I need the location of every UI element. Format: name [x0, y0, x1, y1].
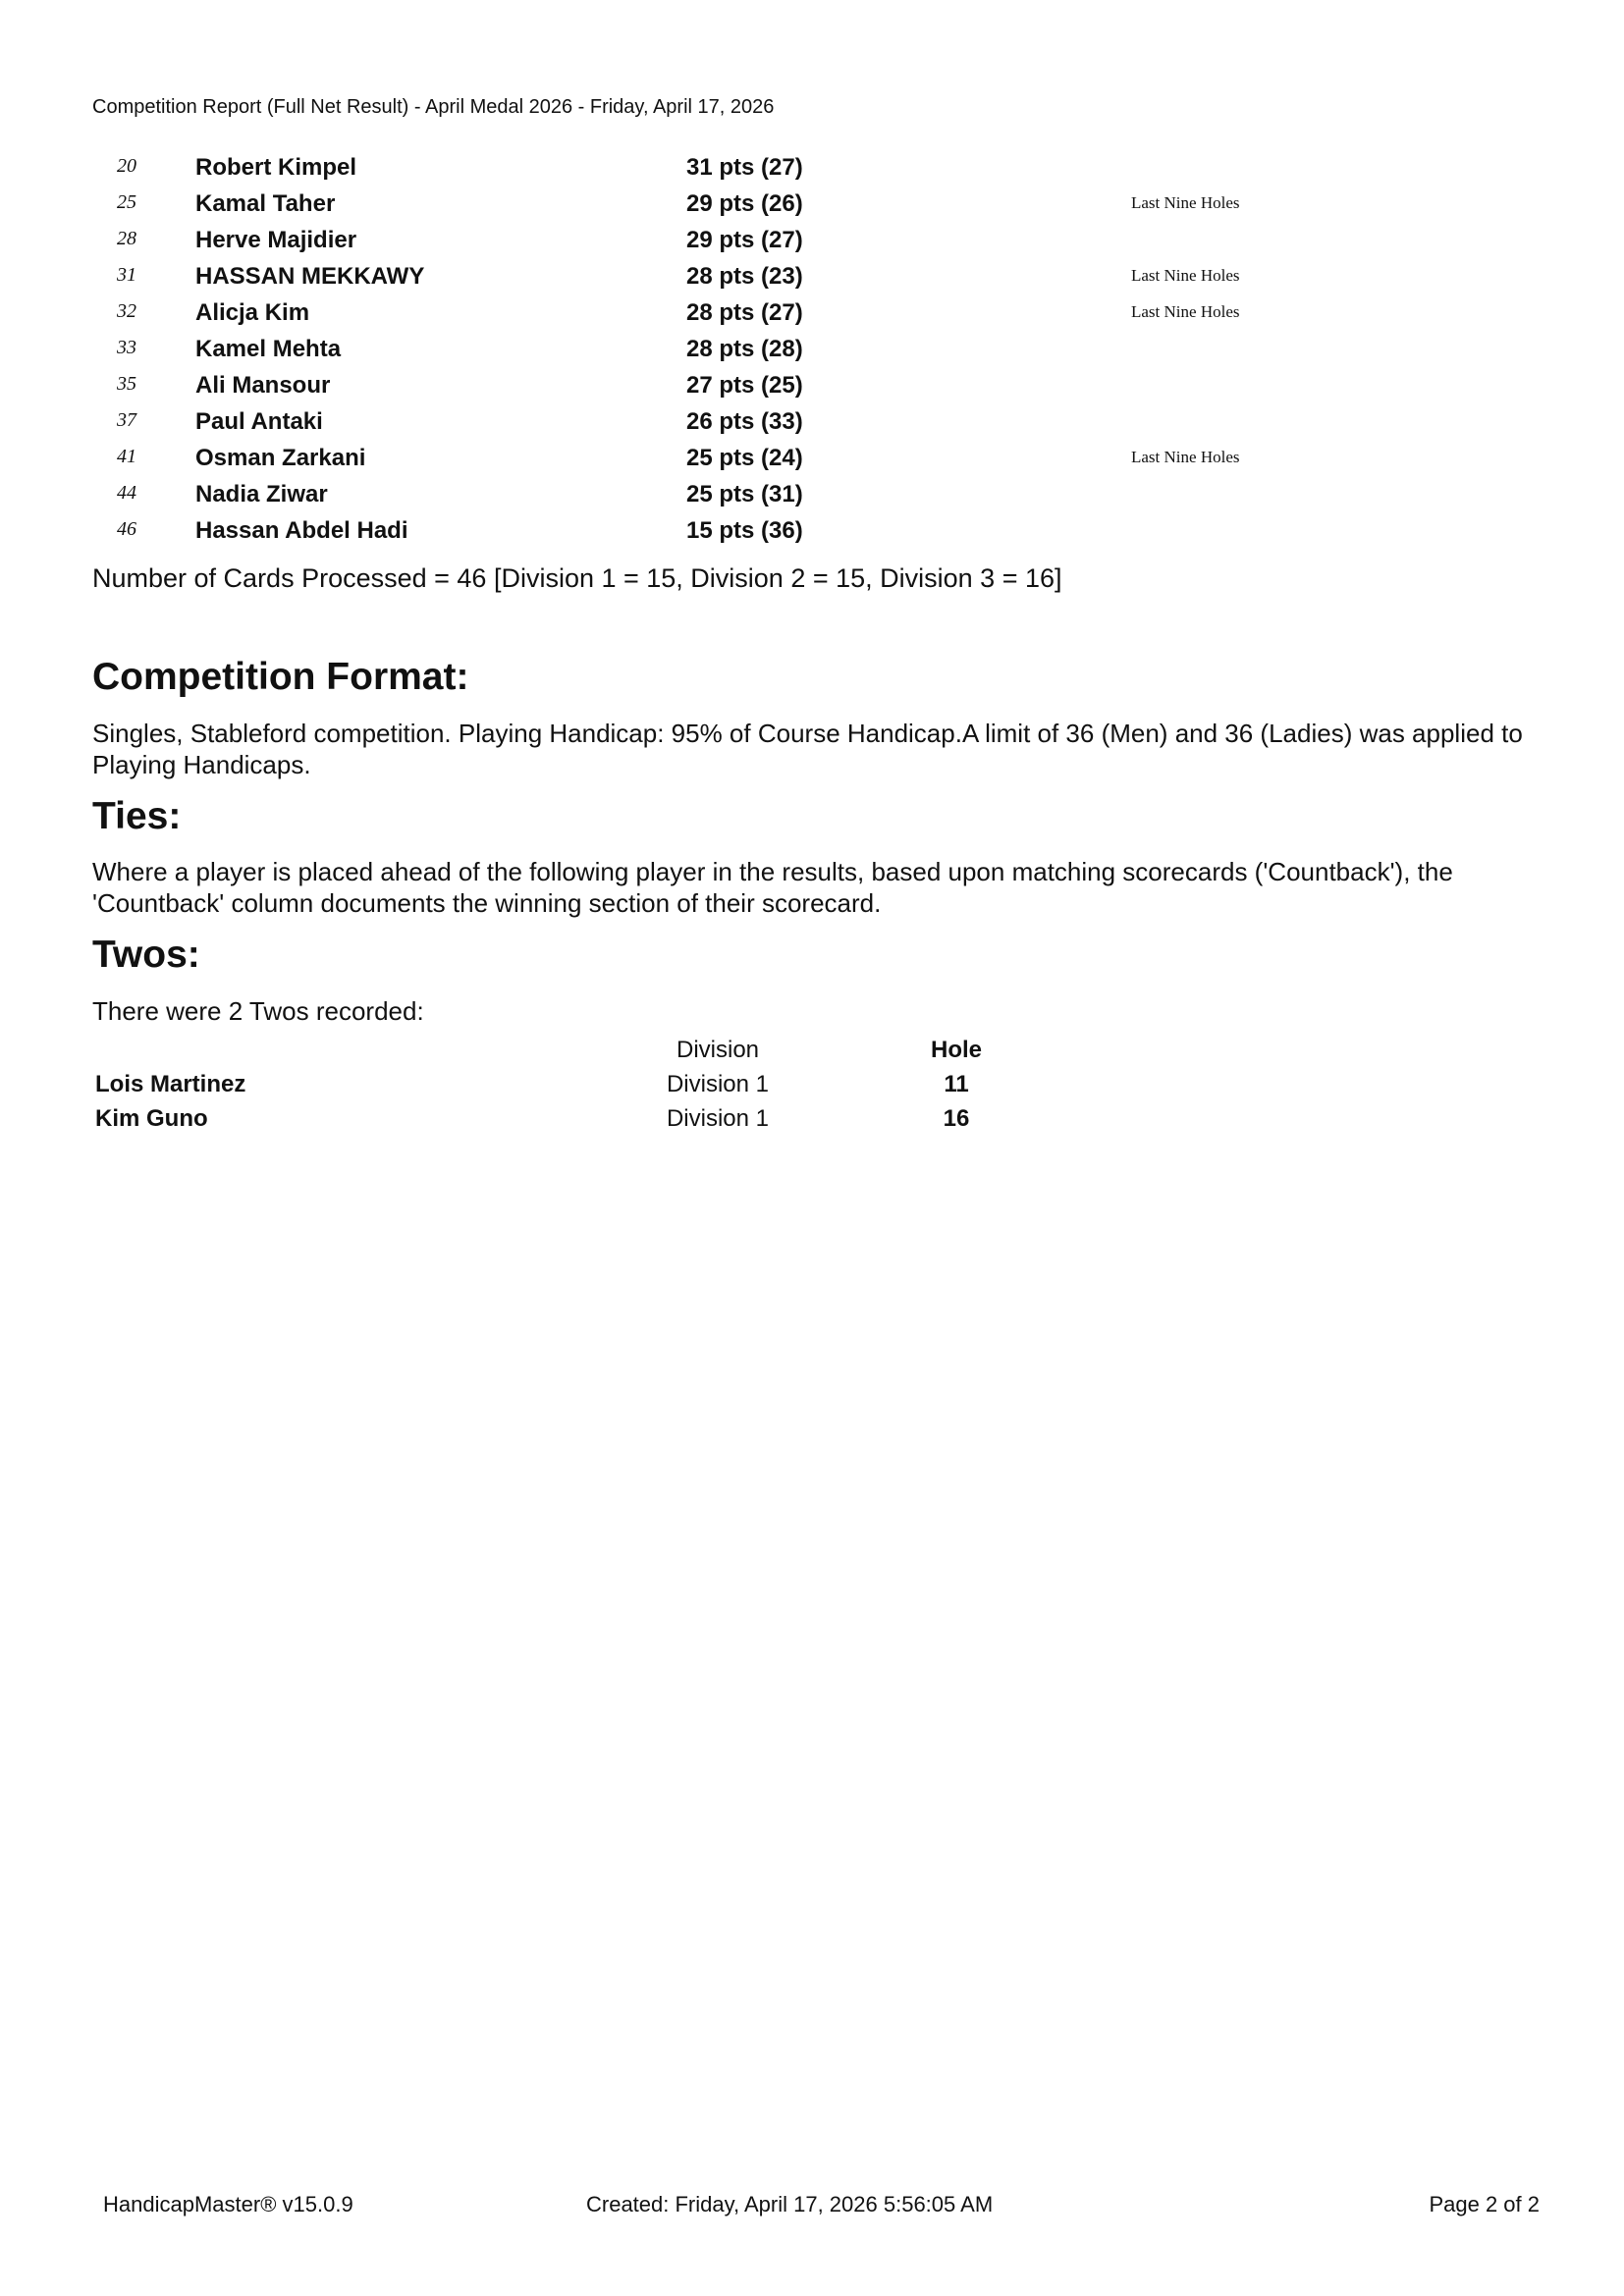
twos-player-name: Lois Martinez	[95, 1071, 246, 1097]
player-name: Kamel Mehta	[195, 336, 342, 362]
twos-header-row	[92, 1037, 1035, 1071]
result-position: 44	[117, 482, 136, 504]
player-name: Paul Antaki	[195, 408, 323, 435]
result-position: 46	[117, 518, 136, 540]
result-position: 25	[117, 191, 136, 213]
player-name: HASSAN MEKKAWY	[195, 263, 425, 290]
page-number: Page 2 of 2	[1429, 2192, 1540, 2216]
result-position: 35	[117, 373, 136, 395]
countback: Last Nine Holes	[1131, 266, 1240, 285]
results-list	[92, 153, 1369, 553]
twos-row	[92, 1071, 1035, 1105]
result-position: 41	[117, 446, 136, 467]
twos-division: Division 1	[666, 1071, 770, 1097]
result-position: 32	[117, 300, 136, 322]
division-column-header: Division	[676, 1037, 760, 1063]
twos-player-name: Kim Guno	[95, 1105, 208, 1132]
result-row	[92, 444, 1369, 480]
player-name: Nadia Ziwar	[195, 481, 328, 507]
player-name: Ali Mansour	[195, 372, 331, 399]
player-score: 28 pts (27)	[686, 299, 803, 326]
result-row	[92, 153, 1369, 189]
countback: Last Nine Holes	[1131, 448, 1240, 466]
player-name: Herve Majidier	[195, 227, 357, 253]
countback: Last Nine Holes	[1131, 302, 1240, 321]
twos-heading: Twos:	[92, 934, 200, 976]
result-row	[92, 298, 1369, 335]
result-row	[92, 262, 1369, 298]
twos-table	[92, 1037, 1035, 1140]
ties-heading: Ties:	[92, 795, 182, 837]
format-heading: Competition Format:	[92, 656, 469, 698]
format-text: Singles, Stableford competition. Playing Handicap: 95% of Course Handicap.A limit of 36 (Men) and 36 (Ladies) was applied to Playing Handicaps.	[92, 719, 1523, 779]
result-position: 20	[117, 155, 136, 177]
player-score: 26 pts (33)	[686, 408, 803, 435]
player-score: 28 pts (23)	[686, 263, 803, 290]
twos-hole: 16	[943, 1105, 970, 1132]
player-name: Robert Kimpel	[195, 154, 357, 181]
player-score: 27 pts (25)	[686, 372, 803, 399]
result-position: 31	[117, 264, 136, 286]
twos-division: Division 1	[666, 1105, 770, 1132]
player-score: 31 pts (27)	[686, 154, 803, 181]
player-score: 15 pts (36)	[686, 517, 803, 544]
player-name: Kamal Taher	[195, 190, 336, 217]
player-score: 28 pts (28)	[686, 336, 803, 362]
hole-column-header: Hole	[930, 1037, 982, 1063]
result-row	[92, 516, 1369, 553]
player-name: Hassan Abdel Hadi	[195, 517, 408, 544]
result-row	[92, 335, 1369, 371]
player-name: Alicja Kim	[195, 299, 310, 326]
player-name: Osman Zarkani	[195, 445, 366, 471]
created-timestamp: Created: Friday, April 17, 2026 5:56:05 AM	[586, 2192, 994, 2216]
countback: Last Nine Holes	[1131, 193, 1240, 212]
result-position: 33	[117, 337, 136, 358]
result-row	[92, 226, 1369, 262]
result-row	[92, 371, 1369, 407]
player-score: 25 pts (31)	[686, 481, 803, 507]
result-row	[92, 189, 1369, 226]
result-row	[92, 407, 1369, 444]
result-row	[92, 480, 1369, 516]
twos-hole: 11	[944, 1071, 969, 1097]
cards-processed: Number of Cards Processed = 46 [Division 1 = 15, Division 2 = 15, Division 3 = 16]	[92, 563, 1062, 593]
twos-row	[92, 1105, 1035, 1140]
twos-intro: There were 2 Twos recorded:	[92, 996, 424, 1026]
ties-text: Where a player is placed ahead of the following player in the results, based upon matching scorecards ('Countback'), the 'Countback' column documents the winning section of their scorecard.	[92, 857, 1453, 918]
player-score: 29 pts (27)	[686, 227, 803, 253]
report-title: Competition Report (Full Net Result) - April Medal 2026 - Friday, April 17, 2026	[92, 96, 775, 118]
player-score: 29 pts (26)	[686, 190, 803, 217]
result-position: 28	[117, 228, 136, 249]
software-version: HandicapMaster® v15.0.9	[103, 2192, 353, 2216]
result-position: 37	[117, 409, 136, 431]
player-score: 25 pts (24)	[686, 445, 803, 471]
